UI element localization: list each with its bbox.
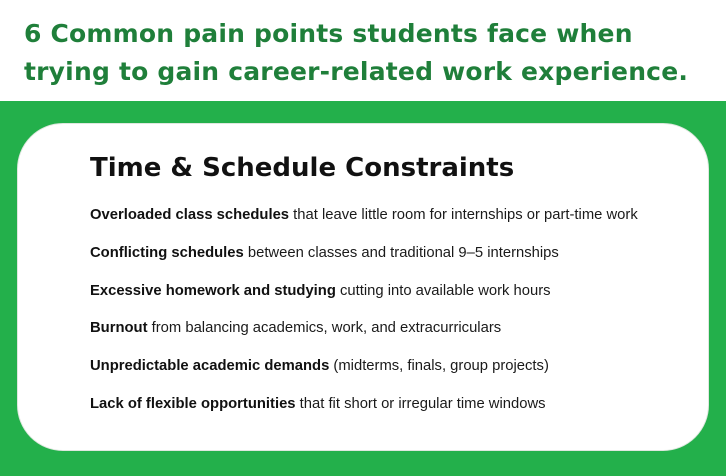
list-item-bold: Conflicting schedules	[90, 244, 244, 261]
list-item-bold: Unpredictable academic demands	[90, 358, 330, 375]
list-item	[90, 204, 638, 242]
list-item-text: from balancing academics, work, and extracurriculars	[147, 320, 502, 337]
list-item-bold: Lack of flexible opportunities	[90, 395, 296, 412]
list-item-text: between classes and traditional 9–5 internships	[243, 244, 559, 261]
list-item	[90, 355, 638, 393]
pain-point-list	[90, 204, 638, 431]
page-title	[24, 15, 714, 91]
list-item-bold: Burnout	[90, 320, 148, 337]
content-card	[17, 123, 709, 451]
list-item-text: (midterms, finals, group projects)	[329, 358, 549, 375]
list-item-text: that leave little room for internships or part-time work	[289, 207, 638, 223]
list-item-text: that fit short or irregular time windows	[295, 395, 546, 412]
list-item-bold: Excessive homework and studying	[90, 282, 336, 299]
card-title: Time & Schedule Constraints	[90, 153, 515, 183]
list-item	[90, 317, 638, 355]
list-item	[90, 393, 638, 431]
header	[0, 0, 726, 101]
list-item-text: cutting into available work hours	[335, 282, 551, 299]
page-title-line-2: trying to gain career-related work experience.	[24, 57, 689, 86]
page-title-line-1: 6 Common pain points students face when	[24, 19, 633, 48]
list-item	[90, 280, 638, 318]
list-item-bold: Overloaded class schedules	[90, 207, 290, 223]
list-item	[90, 242, 638, 280]
